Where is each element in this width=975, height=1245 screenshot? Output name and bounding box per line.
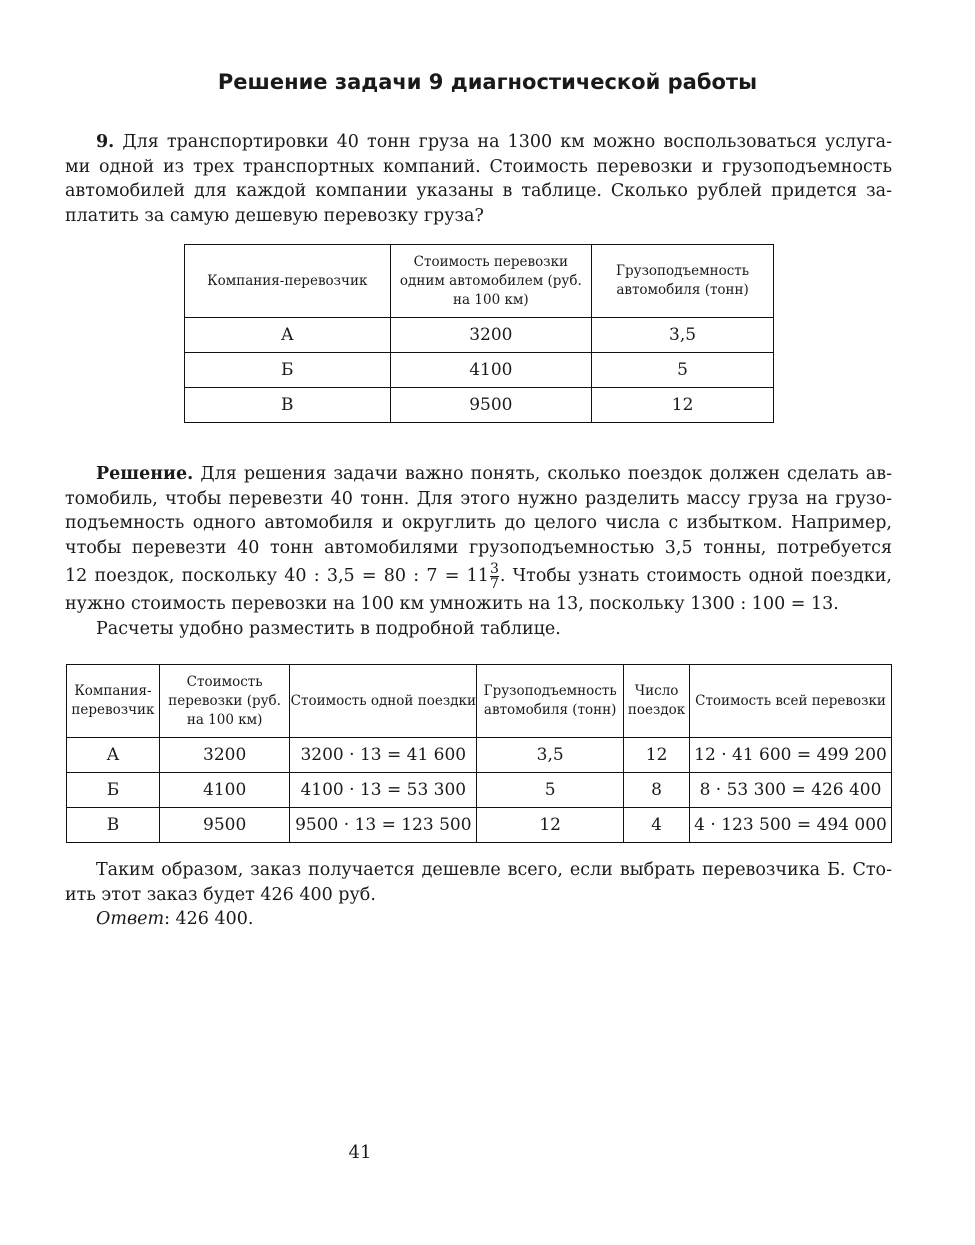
table-row: Б 4100 5: [185, 353, 774, 388]
conclusion-text: Таким образом, заказ получается дешевле всего, если выбрать перевозчика Б. Сто- ить этот заказ будет 426 400 руб. Ответ: 426 400.: [65, 858, 892, 932]
table-row: А 3200 3,5: [185, 318, 774, 353]
answer: Ответ: 426 400.: [96, 909, 254, 929]
header-cell: Грузоподъемность автомобиля (тонн): [592, 245, 774, 318]
problem-number: 9.: [96, 132, 115, 152]
fraction: $\frac{3}{7}$: [489, 561, 499, 592]
problem-statement: 9. Для транспортировки 40 тонн груза на 1300 км можно воспользоваться услуга- ми одной из трех транспортных компаний. Стоимость перевозки и грузоподъемность автомобилей для каждой компании указаны в таблице. Сколько рублей придется за- платить за самую дешевую перевозку груза?: [65, 132, 892, 226]
header-cell: Стоимость одной поездки: [290, 665, 477, 738]
page-number: 41: [348, 1142, 372, 1163]
solution-label: Решение.: [96, 464, 194, 484]
solution-text: Решение. Для решения задачи важно понять, сколько поездок должен сделать ав- томобиль, чтобы перевезти 40 тонн. Для этого нужно разделить массу груза на грузо- подъемность одного автомобиля и округлить до целого числа с избытком. Например, чтобы перевезти 40 тонн автомобилями грузоподъемностью 3,5 тонны, потребуется 12 поездок, поскольку 40 : 3,5 = 80 : 7 = 11 $\frac{3}{7}$ . Чтобы узнать стоимость одной поездки, нужно стоимость перевозки на 100 км умножить на 13, поскольку 1300 : 100 = 13. Расчеты удобно разместить в подробной таблице.: [65, 464, 892, 639]
page-title: Решение задачи 9 диагностической работы: [217, 70, 758, 94]
header-cell: Компания-перевозчик: [67, 665, 160, 738]
calculation-table: [66, 664, 892, 843]
table-row: Б 4100 4100 · 13 = 53 300 5 8 8 · 53 300 = 426 400: [67, 773, 892, 808]
answer-label: Ответ: [96, 909, 165, 929]
header-cell: Грузоподъемность автомобиля (тонн): [477, 665, 624, 738]
header-cell: Стоимость перевозки (руб. на 100 км): [159, 665, 289, 738]
header-cell: Число поездок: [624, 665, 690, 738]
table-row: В 9500 12: [185, 388, 774, 423]
table-row: В 9500 9500 · 13 = 123 500 12 4 4 · 123 500 = 494 000: [67, 808, 892, 843]
header-cell: Стоимость перевозки одним автомобилем (руб. на 100 км): [390, 245, 592, 318]
header-cell: Стоимость всей перевозки: [690, 665, 892, 738]
table-header-row: [185, 245, 774, 318]
header-cell: Компания-перевозчик: [185, 245, 391, 318]
table-row: А 3200 3200 · 13 = 41 600 3,5 12 12 · 41 600 = 499 200: [67, 738, 892, 773]
table-header-row: [67, 665, 892, 738]
carriers-table: [184, 244, 774, 423]
